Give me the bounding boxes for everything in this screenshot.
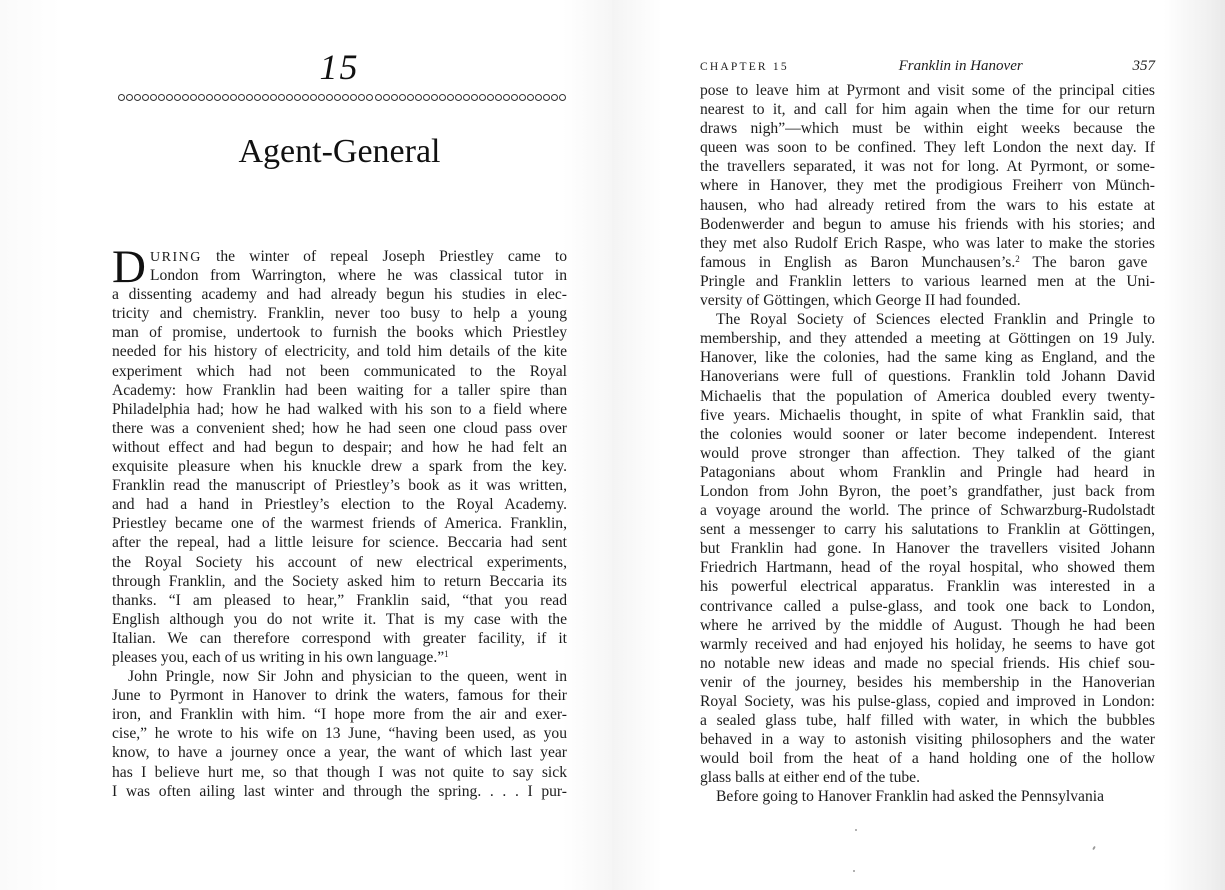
ornament-ring xyxy=(495,94,502,101)
text-line: a voyage around the world. The prince of Schwarzburg-Rudolstadt xyxy=(700,502,1155,520)
text-line: Franklin read the manuscript of Priestley’s book as it was written, xyxy=(112,477,567,495)
ornament-ring xyxy=(511,94,518,101)
text-line: Patagonians about whom Franklin and Pringle had heard in xyxy=(700,463,1155,481)
text-line: iron, and Franklin with him. “I hope more from the air and exer- xyxy=(112,706,567,724)
text-line: Friedrich Hartmann, head of the royal hospital, who showed them xyxy=(700,559,1155,577)
ornament-ring xyxy=(399,94,406,101)
paper-speck xyxy=(855,829,857,831)
text-line: needed for his history of electricity, and told him details of the kite xyxy=(112,343,567,361)
ornamental-rule xyxy=(118,90,566,104)
text-line: Pringle and Franklin letters to various learned men at the Uni- xyxy=(700,272,1155,290)
text-line: John Pringle, now Sir John and physician to the queen, went in xyxy=(128,668,567,686)
text-line: Bodenwerder and begun to amuse his friends with his stories; and xyxy=(700,215,1155,233)
text-line: Hanoverians were full of questions. Franklin told Johann David xyxy=(700,368,1155,386)
text-line: exquisite pleasure when his knuckle drew a spark from the key. xyxy=(112,458,567,476)
ornament-ring xyxy=(366,94,373,101)
ornament-ring xyxy=(350,94,357,101)
chapter-number: 15 xyxy=(319,47,360,87)
text-line: famous in English as Baron Munchausen’s.$^2$ The baron gave xyxy=(700,253,1148,271)
text-line: they met also Rudolf Erich Raspe, who was later to make the stories xyxy=(700,234,1155,252)
ornament-ring xyxy=(407,94,414,101)
ornament-ring xyxy=(166,94,173,101)
text-line: cise,” he wrote to his wife on 13 June, “having been used, as you xyxy=(112,725,567,743)
text-line: has I believe hurt me, so that though I was not quite to say sick xyxy=(112,763,567,781)
drop-cap: D xyxy=(112,241,146,293)
chapter-title: Agent-General xyxy=(238,133,441,170)
ornament-ring xyxy=(535,94,542,101)
ornament-ring xyxy=(230,94,237,101)
text-line: and had a hand in Priestley’s election to the Royal Academy. xyxy=(112,496,567,514)
text-line: through Franklin, and the Society asked him to return Beccaria its xyxy=(112,572,567,590)
ornament-ring xyxy=(142,94,149,101)
footnote-marker[interactable]: 2 xyxy=(1015,253,1020,264)
text-line: membership, and they attended a meeting at Göttingen on 19 July. xyxy=(700,330,1155,348)
ornament-ring xyxy=(262,94,269,101)
text-line: contrivance called a pulse-glass, and took one back to London, xyxy=(700,597,1155,615)
text-line: Italian. We can therefore correspond with greater facility, if it xyxy=(112,629,567,647)
ornament-ring xyxy=(543,94,550,101)
text-line: tricity and chemistry. Franklin, never too busy to help a young xyxy=(112,305,567,323)
ornament-ring xyxy=(551,94,558,101)
ornament-ring xyxy=(150,94,157,101)
text-line: five years. Michaelis thought, in spite of what Franklin said, that xyxy=(700,406,1155,424)
text-line: a sealed glass tube, half filled with water, in which the bubbles xyxy=(700,712,1155,730)
ornament-ring xyxy=(383,94,390,101)
ornament-ring xyxy=(278,94,285,101)
text-line: where in Hanover, they met the prodigious Freiherr von Münch- xyxy=(700,177,1155,195)
text-line: versity of Göttingen, which George II had founded. xyxy=(700,292,1021,310)
ornament-ring xyxy=(326,94,333,101)
text-line: warmly received and had enjoyed his holiday, he seems to have got xyxy=(700,635,1155,653)
ornament-ring xyxy=(415,94,422,101)
text-line: man of promise, undertook to furnish the books which Priestley xyxy=(112,324,567,342)
ornament-ring xyxy=(222,94,229,101)
ornament-ring xyxy=(431,94,438,101)
text-line: glass balls at either end of the tube. xyxy=(700,769,920,787)
text-line: Priestley became one of the warmest friends of America. Franklin, xyxy=(112,515,567,533)
ornament-ring xyxy=(174,94,181,101)
text-line: Philadelphia had; how he had walked with his son to a field where xyxy=(112,400,567,418)
text-line: hausen, who had already retired from the wars to his estate at xyxy=(700,196,1155,214)
ornament-ring xyxy=(342,94,349,101)
text-line: Academy: how Franklin had been waiting for a taller spire than xyxy=(112,381,567,399)
ornament-ring xyxy=(198,94,205,101)
ornament-ring xyxy=(182,94,189,101)
ornament-ring xyxy=(318,94,325,101)
ornament-ring xyxy=(463,94,470,101)
text-line: know, to have a journey once a year, the want of which last year xyxy=(112,744,567,762)
text-line: Royal Society, was his pulse-glass, copied and improved in London: xyxy=(700,693,1155,710)
text-line: the travellers separated, it was not for long. At Pyrmont, or some- xyxy=(700,158,1155,176)
ornament-ring xyxy=(246,94,253,101)
ornament-ring xyxy=(134,94,141,101)
ornament-ring xyxy=(270,94,277,101)
text-line: experiment which had not been communicated to the Royal xyxy=(112,362,567,380)
text-line: London from John Byron, the poet’s grandfather, just back from xyxy=(700,482,1155,500)
left-body-text xyxy=(112,241,567,801)
text-line: Michaelis that the population of America doubled every twenty- xyxy=(700,387,1155,405)
ornament-ring xyxy=(559,94,566,101)
opening-smallcaps: URING xyxy=(150,250,202,265)
text-line: draws nigh”—which must be within eight weeks because the xyxy=(700,120,1155,138)
text-line: the Royal Society his account of new electrical experiments, xyxy=(112,553,567,571)
text-line: nearest to it, and call for him again when the time for our return xyxy=(700,101,1155,119)
ornament-ring xyxy=(527,94,534,101)
ornament-ring xyxy=(487,94,494,101)
ornament-ring xyxy=(294,94,301,101)
ornament-ring xyxy=(479,94,486,101)
ornament-ring xyxy=(334,94,341,101)
text-line: the colonies would sooner or later become independent. Interest xyxy=(700,425,1155,443)
text-line: URING the winter of repeal Joseph Priestley came to xyxy=(150,248,567,265)
text-line: The Royal Society of Sciences elected Franklin and Pringle to xyxy=(716,311,1155,329)
text-line: Hanover, like the colonies, had the same king as England, and the xyxy=(700,349,1155,367)
ornament-ring xyxy=(423,94,430,101)
text-line: would boil from the heat of a hand holding one of the hollow xyxy=(700,750,1155,768)
ornament-ring xyxy=(302,94,309,101)
ornament-ring xyxy=(206,94,213,101)
right-body-text xyxy=(700,81,1155,807)
ornament-ring xyxy=(126,94,133,101)
ornament-ring xyxy=(190,94,197,101)
paper-speck xyxy=(853,870,855,872)
running-head-title: Franklin in Hanover xyxy=(898,58,1023,74)
ornament-ring xyxy=(118,94,125,101)
ornament-ring xyxy=(471,94,478,101)
text-line: London from Warrington, where he was classical tutor in xyxy=(150,267,567,285)
text-line: would prove stronger than affection. They talked of the giant xyxy=(700,444,1155,462)
text-line: venir of the journey, besides his membership in the Hanoverian xyxy=(700,673,1155,691)
ornament-ring xyxy=(391,94,398,101)
text-line: no notable new ideas and made no special friends. His chief sou- xyxy=(700,654,1155,672)
running-head xyxy=(700,58,1155,76)
ornament-ring xyxy=(286,94,293,101)
text-line: English although you do not write it. That is my case with the xyxy=(112,610,567,628)
ornament-ring xyxy=(254,94,261,101)
text-line: thanks. “I am pleased to hear,” Franklin said, “that you read xyxy=(112,591,567,609)
ornament-ring xyxy=(310,94,317,101)
text-line: Before going to Hanover Franklin had asked the Pennsylvania xyxy=(716,788,1105,806)
text-line: June to Pyrmont in Hanover to drink the waters, famous for their xyxy=(112,687,567,705)
ornament-ring xyxy=(214,94,221,101)
text-line: but Franklin had gone. In Hanover the travellers visited Johann xyxy=(700,540,1155,558)
text-line: behaved in a way to astonish visiting philosophers and the water xyxy=(700,731,1155,749)
ornament-ring xyxy=(358,94,365,101)
text-line: there was a convenient shed; how he had seen one cloud pass over xyxy=(112,419,567,437)
text-line: where he arrived by the middle of August. Though he had been xyxy=(700,616,1155,634)
text-line: I was often ailing last winter and through the spring. . . . I pur- xyxy=(112,782,567,800)
running-head-chapter: CHAPTER 15 xyxy=(700,61,789,73)
ornament-ring xyxy=(503,94,510,101)
ornament-ring xyxy=(455,94,462,101)
ornament-ring xyxy=(519,94,526,101)
footnote-marker[interactable]: 1 xyxy=(444,648,449,659)
text-line: his powerful electrical apparatus. Franklin was interested in a xyxy=(700,578,1155,596)
ornament-ring xyxy=(238,94,245,101)
ornament-ring xyxy=(439,94,446,101)
ornament-ring xyxy=(375,94,382,101)
ornament-ring xyxy=(158,94,165,101)
text-line: queen was soon to be confined. They left London the next day. If xyxy=(700,139,1155,157)
text-line: a dissenting academy and had already begun his studies in elec- xyxy=(112,286,567,304)
page-number: 357 xyxy=(1132,58,1155,74)
text-line: sent a messenger to carry his salutations to Franklin at Göttingen, xyxy=(700,521,1155,539)
ornament-ring xyxy=(447,94,454,101)
text-line: pleases you, each of us writing in his own language.”$^1$ xyxy=(112,648,449,666)
text-line: pose to leave him at Pyrmont and visit some of the principal cities xyxy=(700,82,1155,99)
text-line: after the repeal, had a little leisure for science. Beccaria had sent xyxy=(112,534,567,552)
text-line: without effect and had begun to despair; and how he had felt an xyxy=(112,438,567,456)
